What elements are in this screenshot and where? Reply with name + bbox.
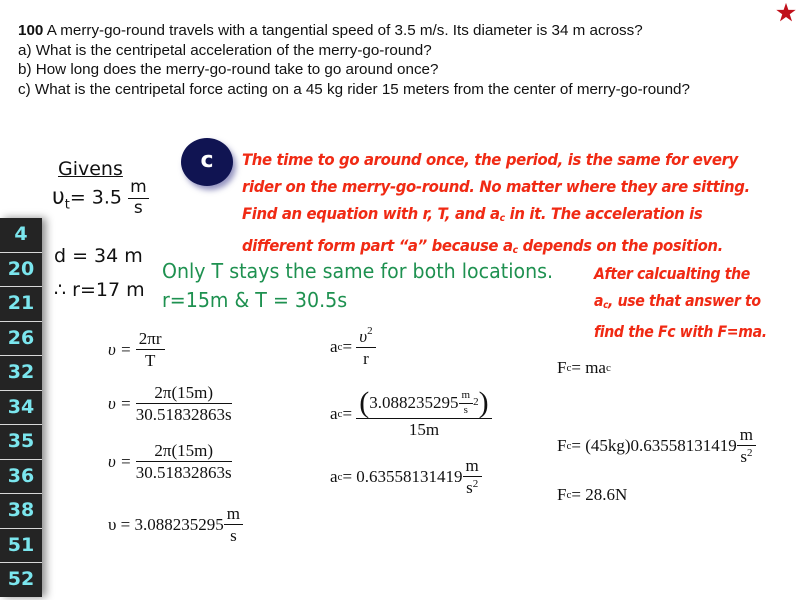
value: = 3.5: [69, 186, 123, 209]
question-a: a) What is the centripetal acceleration of the merry-go-round?: [18, 41, 432, 59]
unit-fraction: [737, 424, 756, 468]
star-icon[interactable]: [775, 2, 797, 24]
numerator: m: [130, 177, 147, 197]
subscript: c: [512, 245, 518, 256]
denominator: T: [144, 351, 156, 371]
fraction: [136, 382, 232, 426]
problem-number: 100: [18, 22, 44, 39]
superscript: 2: [367, 325, 373, 337]
acceleration-result: [330, 455, 482, 499]
rhs: = 28.6N: [571, 485, 628, 504]
slide-link-36[interactable]: 36: [0, 460, 42, 495]
subscript: c: [566, 362, 572, 374]
fraction: [356, 325, 375, 370]
note-line: Find an equation with r, T, and a: [242, 204, 500, 223]
slide-link-26[interactable]: 26: [0, 322, 42, 357]
denominator: s: [133, 197, 143, 218]
velocity-equation-3: [108, 440, 232, 484]
subscript: c: [337, 341, 343, 354]
note-line: find the Fc with F=ma.: [594, 322, 767, 341]
note-line: r=15m & T = 30.5s: [162, 288, 348, 312]
velocity-equation-1: [108, 328, 165, 372]
slide-link-21[interactable]: 21: [0, 287, 42, 322]
numerator: 2π(15m): [136, 382, 232, 404]
fraction: [136, 440, 232, 484]
slide-link-32[interactable]: 32: [0, 356, 42, 391]
subscript: c: [337, 470, 343, 483]
force-equation-2: [557, 424, 756, 468]
denominator: [463, 477, 482, 498]
force-equation-1: [557, 358, 611, 378]
lhs: a: [330, 466, 338, 486]
tangential-speed-given: [52, 178, 149, 218]
subscript: t: [64, 197, 70, 213]
velocity-symbol: υ: [52, 184, 65, 210]
slide-link-20[interactable]: 20: [0, 253, 42, 288]
lhs: υ =: [108, 393, 132, 413]
force-result: [557, 485, 627, 505]
note-line: The time to go around once, the period, is the same for every: [242, 150, 738, 169]
close-paren: ): [478, 386, 489, 419]
question-c: c) What is the centripetal force acting on a 45 kg rider 15 meters from the center of merry-go-round?: [18, 80, 690, 98]
slide-link-35[interactable]: 35: [0, 425, 42, 460]
lhs: υ = 3.088235295: [108, 514, 224, 534]
lhs: a: [330, 337, 338, 357]
lhs: υ =: [108, 451, 132, 471]
velocity-result: [108, 503, 243, 547]
open-paren: (: [359, 386, 370, 419]
note-line: Only T stays the same for both locations.: [162, 259, 554, 283]
note-line: different form part “a” because a: [242, 236, 513, 255]
note-line: After calcualting the: [594, 264, 750, 283]
value: = 0.63558131419: [342, 466, 463, 486]
numerator: m: [463, 455, 482, 477]
fraction: [356, 388, 491, 440]
numerator: m: [459, 389, 474, 404]
denominator: 30.51832863s: [135, 463, 232, 483]
givens-title: Givens: [58, 158, 123, 180]
unit: s: [740, 447, 747, 467]
period-note: [242, 146, 763, 264]
note-line: a: [594, 290, 604, 310]
lhs: F: [557, 435, 567, 455]
note-line: in it. The acceleration is: [504, 204, 703, 223]
lhs: F: [557, 485, 567, 504]
denominator: s: [463, 403, 468, 416]
numerator: m: [737, 424, 756, 446]
slide-link-52[interactable]: 52: [0, 563, 42, 597]
subscript: c: [603, 299, 609, 311]
unit: s: [466, 478, 473, 498]
part-c-badge: c: [181, 138, 233, 186]
problem-intro: A merry-go-round travels with a tangential speed of 3.5 m/s. Its diameter is 34 m across?: [43, 22, 643, 39]
subscript: c: [499, 213, 505, 224]
note-line: rider on the merry-go-round. No matter where they are sitting.: [242, 177, 750, 196]
slide-link-38[interactable]: 38: [0, 494, 42, 529]
diameter-given: d = 34 m: [54, 245, 143, 267]
superscript: 2: [472, 478, 479, 491]
lhs: F: [557, 358, 567, 377]
lhs: a: [330, 404, 338, 424]
subscript: c: [566, 439, 572, 452]
acceleration-equation-1: [330, 325, 376, 370]
equals: =: [342, 337, 353, 357]
slide-link-4[interactable]: 4: [0, 218, 42, 253]
subscript: c: [566, 489, 572, 501]
numerator: m: [224, 503, 243, 525]
denominator: s: [230, 526, 237, 546]
slide-link-51[interactable]: 51: [0, 529, 42, 564]
unit-fraction: [128, 178, 149, 218]
subscript: c: [605, 362, 611, 374]
acceleration-equation-2: [330, 388, 492, 440]
denominator: r: [363, 349, 369, 369]
denominator: 15m: [408, 420, 440, 439]
unit-fraction: [463, 455, 482, 499]
fraction: [136, 328, 165, 372]
lhs: υ =: [108, 339, 132, 359]
numerator: [356, 325, 375, 348]
numerator: 2π(15m): [136, 440, 232, 462]
equals: =: [342, 404, 353, 424]
subscript: c: [337, 408, 343, 421]
force-note: [594, 261, 779, 346]
denominator: 30.51832863s: [135, 405, 232, 425]
green-note: [162, 257, 553, 315]
note-line: depends on the position.: [517, 236, 723, 255]
rhs: = ma: [571, 358, 606, 377]
superscript: 2: [746, 447, 753, 460]
numerator: 2πr: [136, 328, 165, 350]
numerator: [356, 388, 491, 419]
rhs: = (45kg)0.63558131419: [571, 435, 737, 455]
slide-link-34[interactable]: 34: [0, 391, 42, 426]
problem-statement: [18, 21, 718, 99]
unit-fraction: [459, 389, 474, 418]
question-b: b) How long does the merry-go-round take to go around once?: [18, 61, 439, 78]
radius-given: ∴ r=17 m: [54, 279, 145, 301]
superscript: 2: [473, 396, 479, 409]
value: 3.088235295: [369, 393, 459, 413]
slide-nav-sidebar: [0, 218, 42, 597]
velocity-equation-2: [108, 382, 232, 426]
unit-fraction: [224, 503, 243, 547]
note-line: , use that answer to: [608, 290, 761, 310]
velocity-symbol: υ: [359, 327, 368, 346]
denominator: [737, 446, 756, 467]
